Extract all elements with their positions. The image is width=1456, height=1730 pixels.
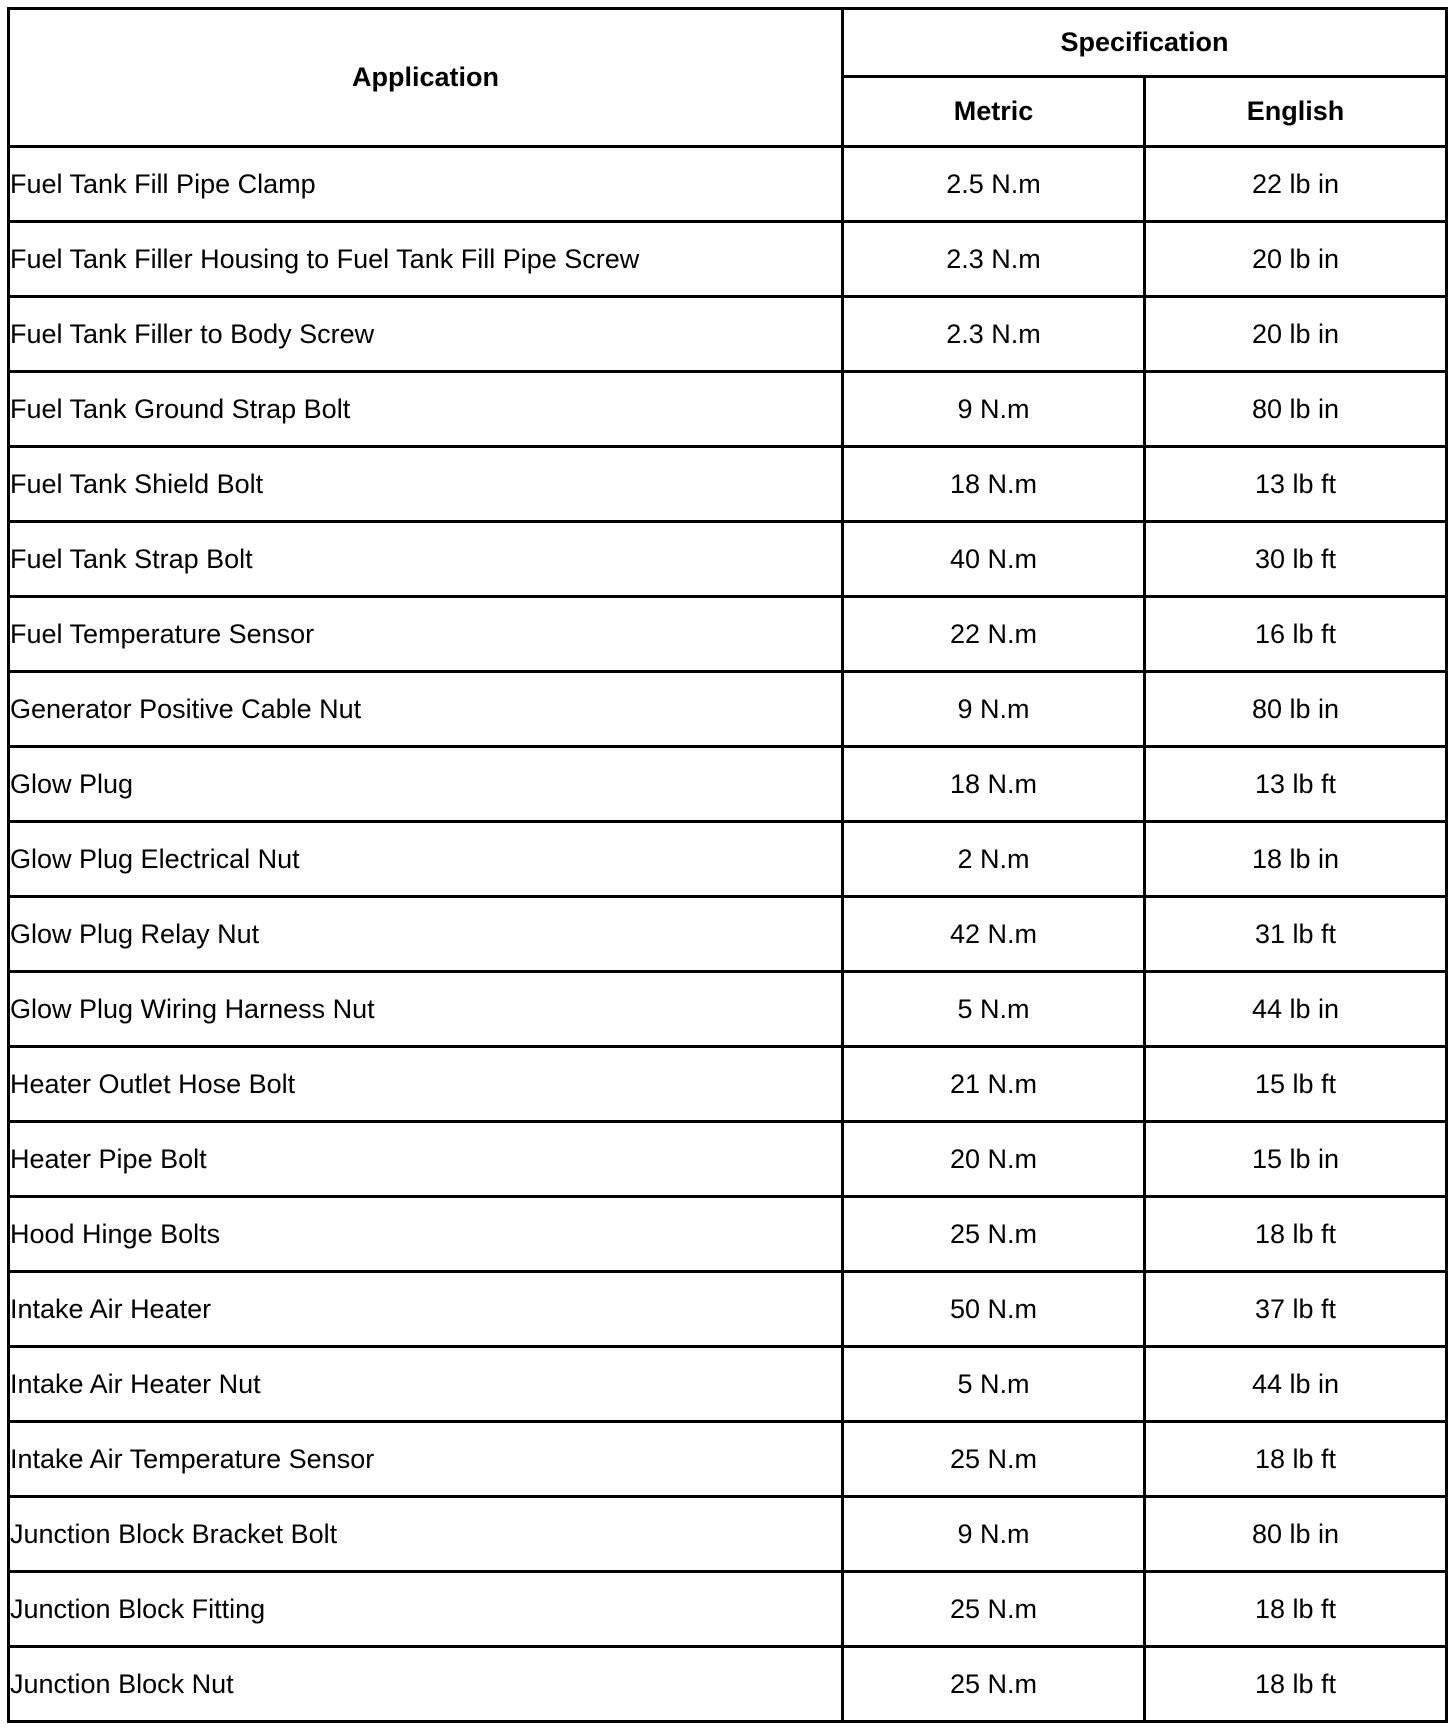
english-value-cell: 13 lb ft bbox=[1145, 447, 1447, 522]
metric-value-cell: 18 N.m bbox=[843, 447, 1145, 522]
metric-value-cell: 25 N.m bbox=[843, 1647, 1145, 1722]
metric-value-cell: 9 N.m bbox=[843, 372, 1145, 447]
metric-value-cell: 9 N.m bbox=[843, 1497, 1145, 1572]
application-cell: Fuel Tank Strap Bolt bbox=[9, 522, 843, 597]
torque-specification-table bbox=[7, 7, 1448, 1723]
metric-value-cell: 42 N.m bbox=[843, 897, 1145, 972]
application-cell: Fuel Temperature Sensor bbox=[9, 597, 843, 672]
application-cell: Intake Air Heater bbox=[9, 1272, 843, 1347]
table-row bbox=[9, 747, 1447, 822]
table-row bbox=[9, 672, 1447, 747]
english-value-cell: 80 lb in bbox=[1145, 1497, 1447, 1572]
table-row bbox=[9, 1647, 1447, 1722]
table-row bbox=[9, 897, 1447, 972]
english-value-cell: 20 lb in bbox=[1145, 297, 1447, 372]
application-cell: Junction Block Bracket Bolt bbox=[9, 1497, 843, 1572]
table-row bbox=[9, 1197, 1447, 1272]
table-row bbox=[9, 447, 1447, 522]
metric-value-cell: 25 N.m bbox=[843, 1422, 1145, 1497]
table-header bbox=[9, 9, 1447, 147]
metric-value-cell: 5 N.m bbox=[843, 1347, 1145, 1422]
english-value-cell: 18 lb ft bbox=[1145, 1197, 1447, 1272]
table-row bbox=[9, 522, 1447, 597]
metric-value-cell: 2.3 N.m bbox=[843, 222, 1145, 297]
table-row bbox=[9, 372, 1447, 447]
metric-value-cell: 18 N.m bbox=[843, 747, 1145, 822]
metric-value-cell: 2.5 N.m bbox=[843, 147, 1145, 222]
application-cell: Glow Plug Relay Nut bbox=[9, 897, 843, 972]
application-cell: Heater Pipe Bolt bbox=[9, 1122, 843, 1197]
english-value-cell: 31 lb ft bbox=[1145, 897, 1447, 972]
metric-value-cell: 25 N.m bbox=[843, 1572, 1145, 1647]
english-value-cell: 18 lb ft bbox=[1145, 1647, 1447, 1722]
table-row bbox=[9, 1347, 1447, 1422]
table-row bbox=[9, 222, 1447, 297]
english-value-cell: 18 lb in bbox=[1145, 822, 1447, 897]
english-value-cell: 44 lb in bbox=[1145, 972, 1447, 1047]
metric-value-cell: 20 N.m bbox=[843, 1122, 1145, 1197]
application-cell: Fuel Tank Ground Strap Bolt bbox=[9, 372, 843, 447]
metric-value-cell: 22 N.m bbox=[843, 597, 1145, 672]
metric-value-cell: 2.3 N.m bbox=[843, 297, 1145, 372]
english-value-cell: 22 lb in bbox=[1145, 147, 1447, 222]
metric-value-cell: 2 N.m bbox=[843, 822, 1145, 897]
application-cell: Glow Plug Electrical Nut bbox=[9, 822, 843, 897]
application-cell: Hood Hinge Bolts bbox=[9, 1197, 843, 1272]
metric-value-cell: 5 N.m bbox=[843, 972, 1145, 1047]
table-row bbox=[9, 147, 1447, 222]
metric-value-cell: 50 N.m bbox=[843, 1272, 1145, 1347]
english-value-cell: 30 lb ft bbox=[1145, 522, 1447, 597]
table-row bbox=[9, 1047, 1447, 1122]
application-cell: Generator Positive Cable Nut bbox=[9, 672, 843, 747]
english-value-cell: 18 lb ft bbox=[1145, 1572, 1447, 1647]
table-row bbox=[9, 1572, 1447, 1647]
table-row bbox=[9, 1272, 1447, 1347]
table-row bbox=[9, 1422, 1447, 1497]
english-value-cell: 37 lb ft bbox=[1145, 1272, 1447, 1347]
application-cell: Fuel Tank Filler to Body Screw bbox=[9, 297, 843, 372]
application-cell: Fuel Tank Shield Bolt bbox=[9, 447, 843, 522]
table-row bbox=[9, 1497, 1447, 1572]
table-row bbox=[9, 597, 1447, 672]
english-value-cell: 16 lb ft bbox=[1145, 597, 1447, 672]
metric-value-cell: 21 N.m bbox=[843, 1047, 1145, 1122]
table-row bbox=[9, 822, 1447, 897]
application-cell: Glow Plug bbox=[9, 747, 843, 822]
table-body bbox=[9, 147, 1447, 1722]
application-cell: Fuel Tank Fill Pipe Clamp bbox=[9, 147, 843, 222]
application-cell: Intake Air Heater Nut bbox=[9, 1347, 843, 1422]
application-cell: Fuel Tank Filler Housing to Fuel Tank Fill Pipe Screw bbox=[9, 222, 843, 297]
english-value-cell: 20 lb in bbox=[1145, 222, 1447, 297]
english-header: English bbox=[1145, 77, 1447, 147]
specification-header: Specification bbox=[843, 9, 1447, 77]
application-cell: Junction Block Fitting bbox=[9, 1572, 843, 1647]
application-cell: Junction Block Nut bbox=[9, 1647, 843, 1722]
english-value-cell: 44 lb in bbox=[1145, 1347, 1447, 1422]
english-value-cell: 80 lb in bbox=[1145, 372, 1447, 447]
table-row bbox=[9, 1122, 1447, 1197]
table-row bbox=[9, 297, 1447, 372]
english-value-cell: 15 lb ft bbox=[1145, 1047, 1447, 1122]
application-cell: Heater Outlet Hose Bolt bbox=[9, 1047, 843, 1122]
table-row bbox=[9, 972, 1447, 1047]
application-cell: Glow Plug Wiring Harness Nut bbox=[9, 972, 843, 1047]
metric-header: Metric bbox=[843, 77, 1145, 147]
english-value-cell: 80 lb in bbox=[1145, 672, 1447, 747]
header-row-top bbox=[9, 9, 1447, 77]
english-value-cell: 15 lb in bbox=[1145, 1122, 1447, 1197]
application-cell: Intake Air Temperature Sensor bbox=[9, 1422, 843, 1497]
english-value-cell: 13 lb ft bbox=[1145, 747, 1447, 822]
application-header: Application bbox=[9, 9, 843, 147]
english-value-cell: 18 lb ft bbox=[1145, 1422, 1447, 1497]
metric-value-cell: 9 N.m bbox=[843, 672, 1145, 747]
metric-value-cell: 25 N.m bbox=[843, 1197, 1145, 1272]
metric-value-cell: 40 N.m bbox=[843, 522, 1145, 597]
